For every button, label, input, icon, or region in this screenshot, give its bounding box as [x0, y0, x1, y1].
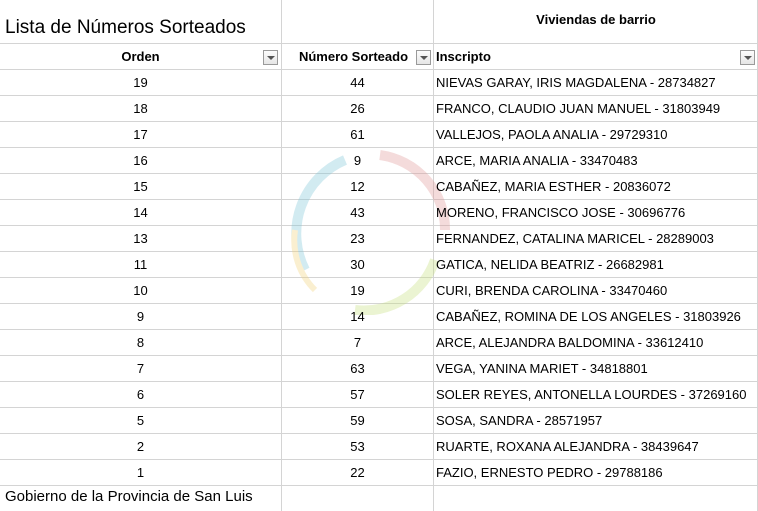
table-row[interactable] [0, 70, 758, 96]
numero-cell[interactable]: 9 [353, 153, 362, 168]
orden-cell[interactable]: 2 [136, 439, 145, 454]
inscripto-cell[interactable]: GATICA, NELIDA BEATRIZ - 26682981 [436, 257, 664, 272]
orden-cell[interactable]: 15 [133, 179, 148, 194]
table-row[interactable] [0, 356, 758, 382]
numero-cell[interactable]: 12 [350, 179, 365, 194]
inscripto-cell[interactable]: FAZIO, ERNESTO PEDRO - 29788186 [436, 465, 663, 480]
footer-text: Gobierno de la Provincia de San Luis [5, 488, 253, 505]
inscripto-cell[interactable]: CURI, BRENDA CAROLINA - 33470460 [436, 283, 668, 298]
inscripto-cell[interactable]: RUARTE, ROXANA ALEJANDRA - 38439647 [436, 439, 699, 454]
numero-cell[interactable]: 63 [350, 361, 365, 376]
table-row[interactable] [0, 408, 758, 434]
numero-cell[interactable]: 53 [350, 439, 365, 454]
table-row[interactable] [0, 226, 758, 252]
orden-cell[interactable]: 16 [133, 153, 148, 168]
numero-cell[interactable]: 7 [353, 335, 362, 350]
table-row[interactable] [0, 434, 758, 460]
numero-cell[interactable]: 43 [350, 205, 365, 220]
inscripto-cell[interactable]: FERNANDEZ, CATALINA MARICEL - 28289003 [436, 231, 714, 246]
numero-cell[interactable]: 23 [350, 231, 365, 246]
dropdown-filter-icon[interactable] [416, 50, 431, 65]
inscripto-cell[interactable]: SOSA, SANDRA - 28571957 [436, 413, 603, 428]
dropdown-filter-icon[interactable] [263, 50, 278, 65]
inscripto-cell[interactable]: CABAÑEZ, MARIA ESTHER - 20836072 [436, 179, 671, 194]
table-row[interactable] [0, 278, 758, 304]
numero-cell[interactable]: 14 [350, 309, 365, 324]
orden-cell[interactable]: 6 [136, 387, 145, 402]
inscripto-cell[interactable]: VALLEJOS, PAOLA ANALIA - 29729310 [436, 127, 668, 142]
orden-cell[interactable]: 13 [133, 231, 148, 246]
orden-cell[interactable]: 8 [136, 335, 145, 350]
numero-cell[interactable]: 57 [350, 387, 365, 402]
page-subtitle: Viviendas de barrio [536, 12, 656, 27]
orden-cell[interactable]: 9 [136, 309, 145, 324]
orden-cell[interactable]: 17 [133, 127, 148, 142]
orden-cell[interactable]: 1 [136, 465, 145, 480]
table-row[interactable] [0, 200, 758, 226]
column-header-orden[interactable]: Orden [121, 49, 160, 64]
numero-cell[interactable]: 59 [350, 413, 365, 428]
inscripto-cell[interactable]: CABAÑEZ, ROMINA DE LOS ANGELES - 31803926 [436, 309, 741, 324]
table-row[interactable] [0, 96, 758, 122]
column-header-numero[interactable]: Número Sorteado [298, 49, 409, 64]
numero-cell[interactable]: 61 [350, 127, 365, 142]
table-row[interactable] [0, 148, 758, 174]
column-header-inscripto[interactable]: Inscripto [436, 49, 491, 64]
table-row[interactable] [0, 382, 758, 408]
dropdown-filter-icon[interactable] [740, 50, 755, 65]
numero-cell[interactable]: 22 [350, 465, 365, 480]
numero-cell[interactable]: 30 [350, 257, 365, 272]
inscripto-cell[interactable]: NIEVAS GARAY, IRIS MAGDALENA - 28734827 [436, 75, 716, 90]
numero-cell[interactable]: 26 [350, 101, 365, 116]
table-row[interactable] [0, 460, 758, 486]
table-row[interactable] [0, 174, 758, 200]
inscripto-cell[interactable]: VEGA, YANINA MARIET - 34818801 [436, 361, 648, 376]
inscripto-cell[interactable]: ARCE, ALEJANDRA BALDOMINA - 33612410 [436, 335, 704, 350]
orden-cell[interactable]: 7 [136, 361, 145, 376]
table-row[interactable] [0, 330, 758, 356]
inscripto-cell[interactable]: FRANCO, CLAUDIO JUAN MANUEL - 31803949 [436, 101, 721, 116]
page-title: Lista de Números Sorteados [5, 17, 246, 38]
orden-cell[interactable]: 14 [133, 205, 148, 220]
orden-cell[interactable]: 18 [133, 101, 148, 116]
orden-cell[interactable]: 19 [133, 75, 148, 90]
orden-cell[interactable]: 11 [133, 257, 148, 272]
table-row[interactable] [0, 252, 758, 278]
inscripto-cell[interactable]: ARCE, MARIA ANALIA - 33470483 [436, 153, 638, 168]
orden-cell[interactable]: 5 [136, 413, 145, 428]
numero-cell[interactable]: 19 [350, 283, 365, 298]
inscripto-cell[interactable]: MORENO, FRANCISCO JOSE - 30696776 [436, 205, 686, 220]
table-row[interactable] [0, 122, 758, 148]
orden-cell[interactable]: 10 [133, 283, 148, 298]
table-row[interactable] [0, 304, 758, 330]
numero-cell[interactable]: 44 [350, 75, 365, 90]
inscripto-cell[interactable]: SOLER REYES, ANTONELLA LOURDES - 37269160 [436, 387, 747, 402]
